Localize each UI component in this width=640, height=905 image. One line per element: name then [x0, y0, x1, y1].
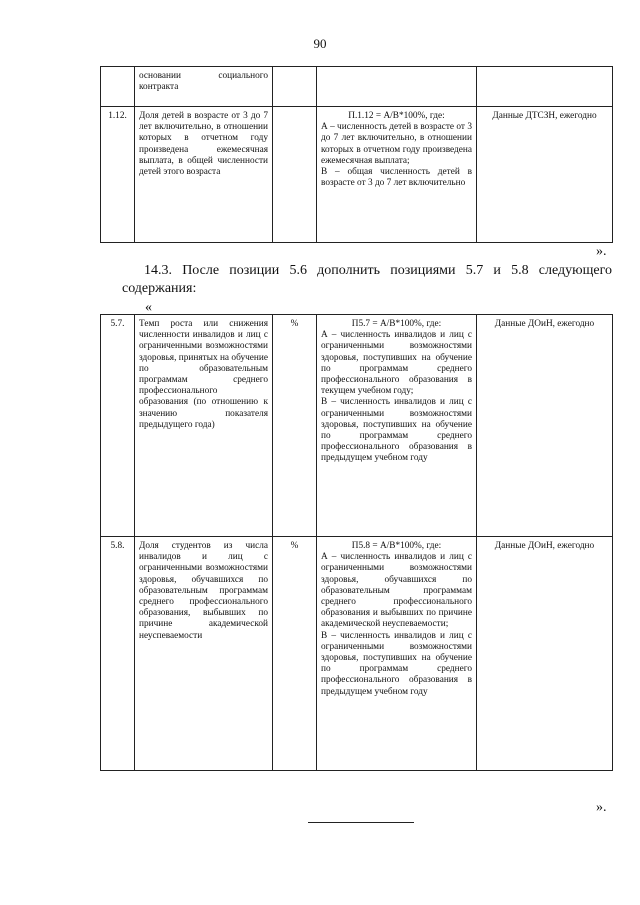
unit-cell: [273, 107, 317, 243]
indicator-name: Темп роста или снижения численности инвалидов и лиц с ограниченными возможностями здоровья, принятых на обучение по образовательным программам среднего профессионального образования (по отношению к значению показателя предыдущего года): [135, 315, 273, 537]
table-row: [101, 537, 613, 771]
source-cell: Данные ДОиН, ежегодно: [477, 315, 613, 537]
closing-quote-2: ».: [596, 800, 607, 815]
row-number: 1.12.: [101, 107, 135, 243]
page-number: 90: [313, 36, 327, 51]
formula-definition-a: А – численность инвалидов и лиц с ограниченными возможностями здоровья, обучавшихся по образовательным программам среднего профессионального образования и выбывших по причине академической неуспеваемости;: [321, 552, 472, 630]
formula-cell: [317, 537, 477, 771]
formula-definition-b: В – численность инвалидов и лиц с ограниченными возможностями здоровья, поступивших на обучение по программам среднего профессионального образования в предыдущем учебном году: [321, 630, 472, 697]
formula-definition-b: В – численность инвалидов и лиц с ограниченными возможностями здоровья, поступивших на обучение по программам среднего профессионального образования в предыдущем учебном году: [321, 397, 472, 464]
formula-definition-b: В – общая численность детей в возрасте от 3 до 7 лет включительно: [321, 167, 472, 189]
formula-title: П5.8 = А/В*100%, где:: [351, 541, 442, 551]
indicator-name: Доля студентов из числа инвалидов и лиц с ограниченными возможностями здоровья, обучавшихся по образовательным программам среднего профессионального образования, выбывших по причине академической неуспеваемости: [135, 537, 273, 771]
opening-quote: «: [145, 300, 152, 315]
table-row: [101, 67, 613, 107]
row-number: 5.7.: [101, 315, 135, 537]
indicators-table-continuation: [100, 66, 613, 243]
footer-divider: [308, 822, 414, 823]
formula-cell: [317, 315, 477, 537]
formula-title: П5.7 = А/В*100%, где:: [351, 319, 442, 329]
indicators-table-new: [100, 314, 613, 771]
unit-cell: [273, 67, 317, 107]
formula-definition-a: А – численность инвалидов и лиц с ограниченными возможностями здоровья, поступивших на обучение по программам среднего профессионального образования в текущем учебном году;: [321, 330, 472, 397]
row-number: [101, 67, 135, 107]
formula-cell: [317, 67, 477, 107]
table-row: [101, 315, 613, 537]
formula-title: П.1.12 = А/В*100%, где:: [348, 111, 445, 121]
source-cell: Данные ДОиН, ежегодно: [477, 537, 613, 771]
table-row: [101, 107, 613, 243]
source-cell: Данные ДТСЗН, ежегодно: [477, 107, 613, 243]
formula-cell: [317, 107, 477, 243]
indicator-name: Доля детей в возрасте от 3 до 7 лет включительно, в отношении которых в отчетном году произведена ежемесячная выплата, в общей численности детей этого возраста: [135, 107, 273, 243]
closing-quote-1: ».: [596, 244, 607, 259]
indicator-name: основании социального контракта: [135, 67, 273, 107]
formula-definition-a: А – численность детей в возрасте от 3 до 7 лет включительно, в отношении которых в отчетном году произведена ежемесячная выплата;: [321, 122, 472, 166]
unit-cell: %: [273, 315, 317, 537]
unit-cell: %: [273, 537, 317, 771]
row-number: 5.8.: [101, 537, 135, 771]
source-cell: [477, 67, 613, 107]
amendment-paragraph: 14.3. После позиции 5.6 дополнить позициями 5.7 и 5.8 следующего содержания:: [122, 263, 612, 296]
